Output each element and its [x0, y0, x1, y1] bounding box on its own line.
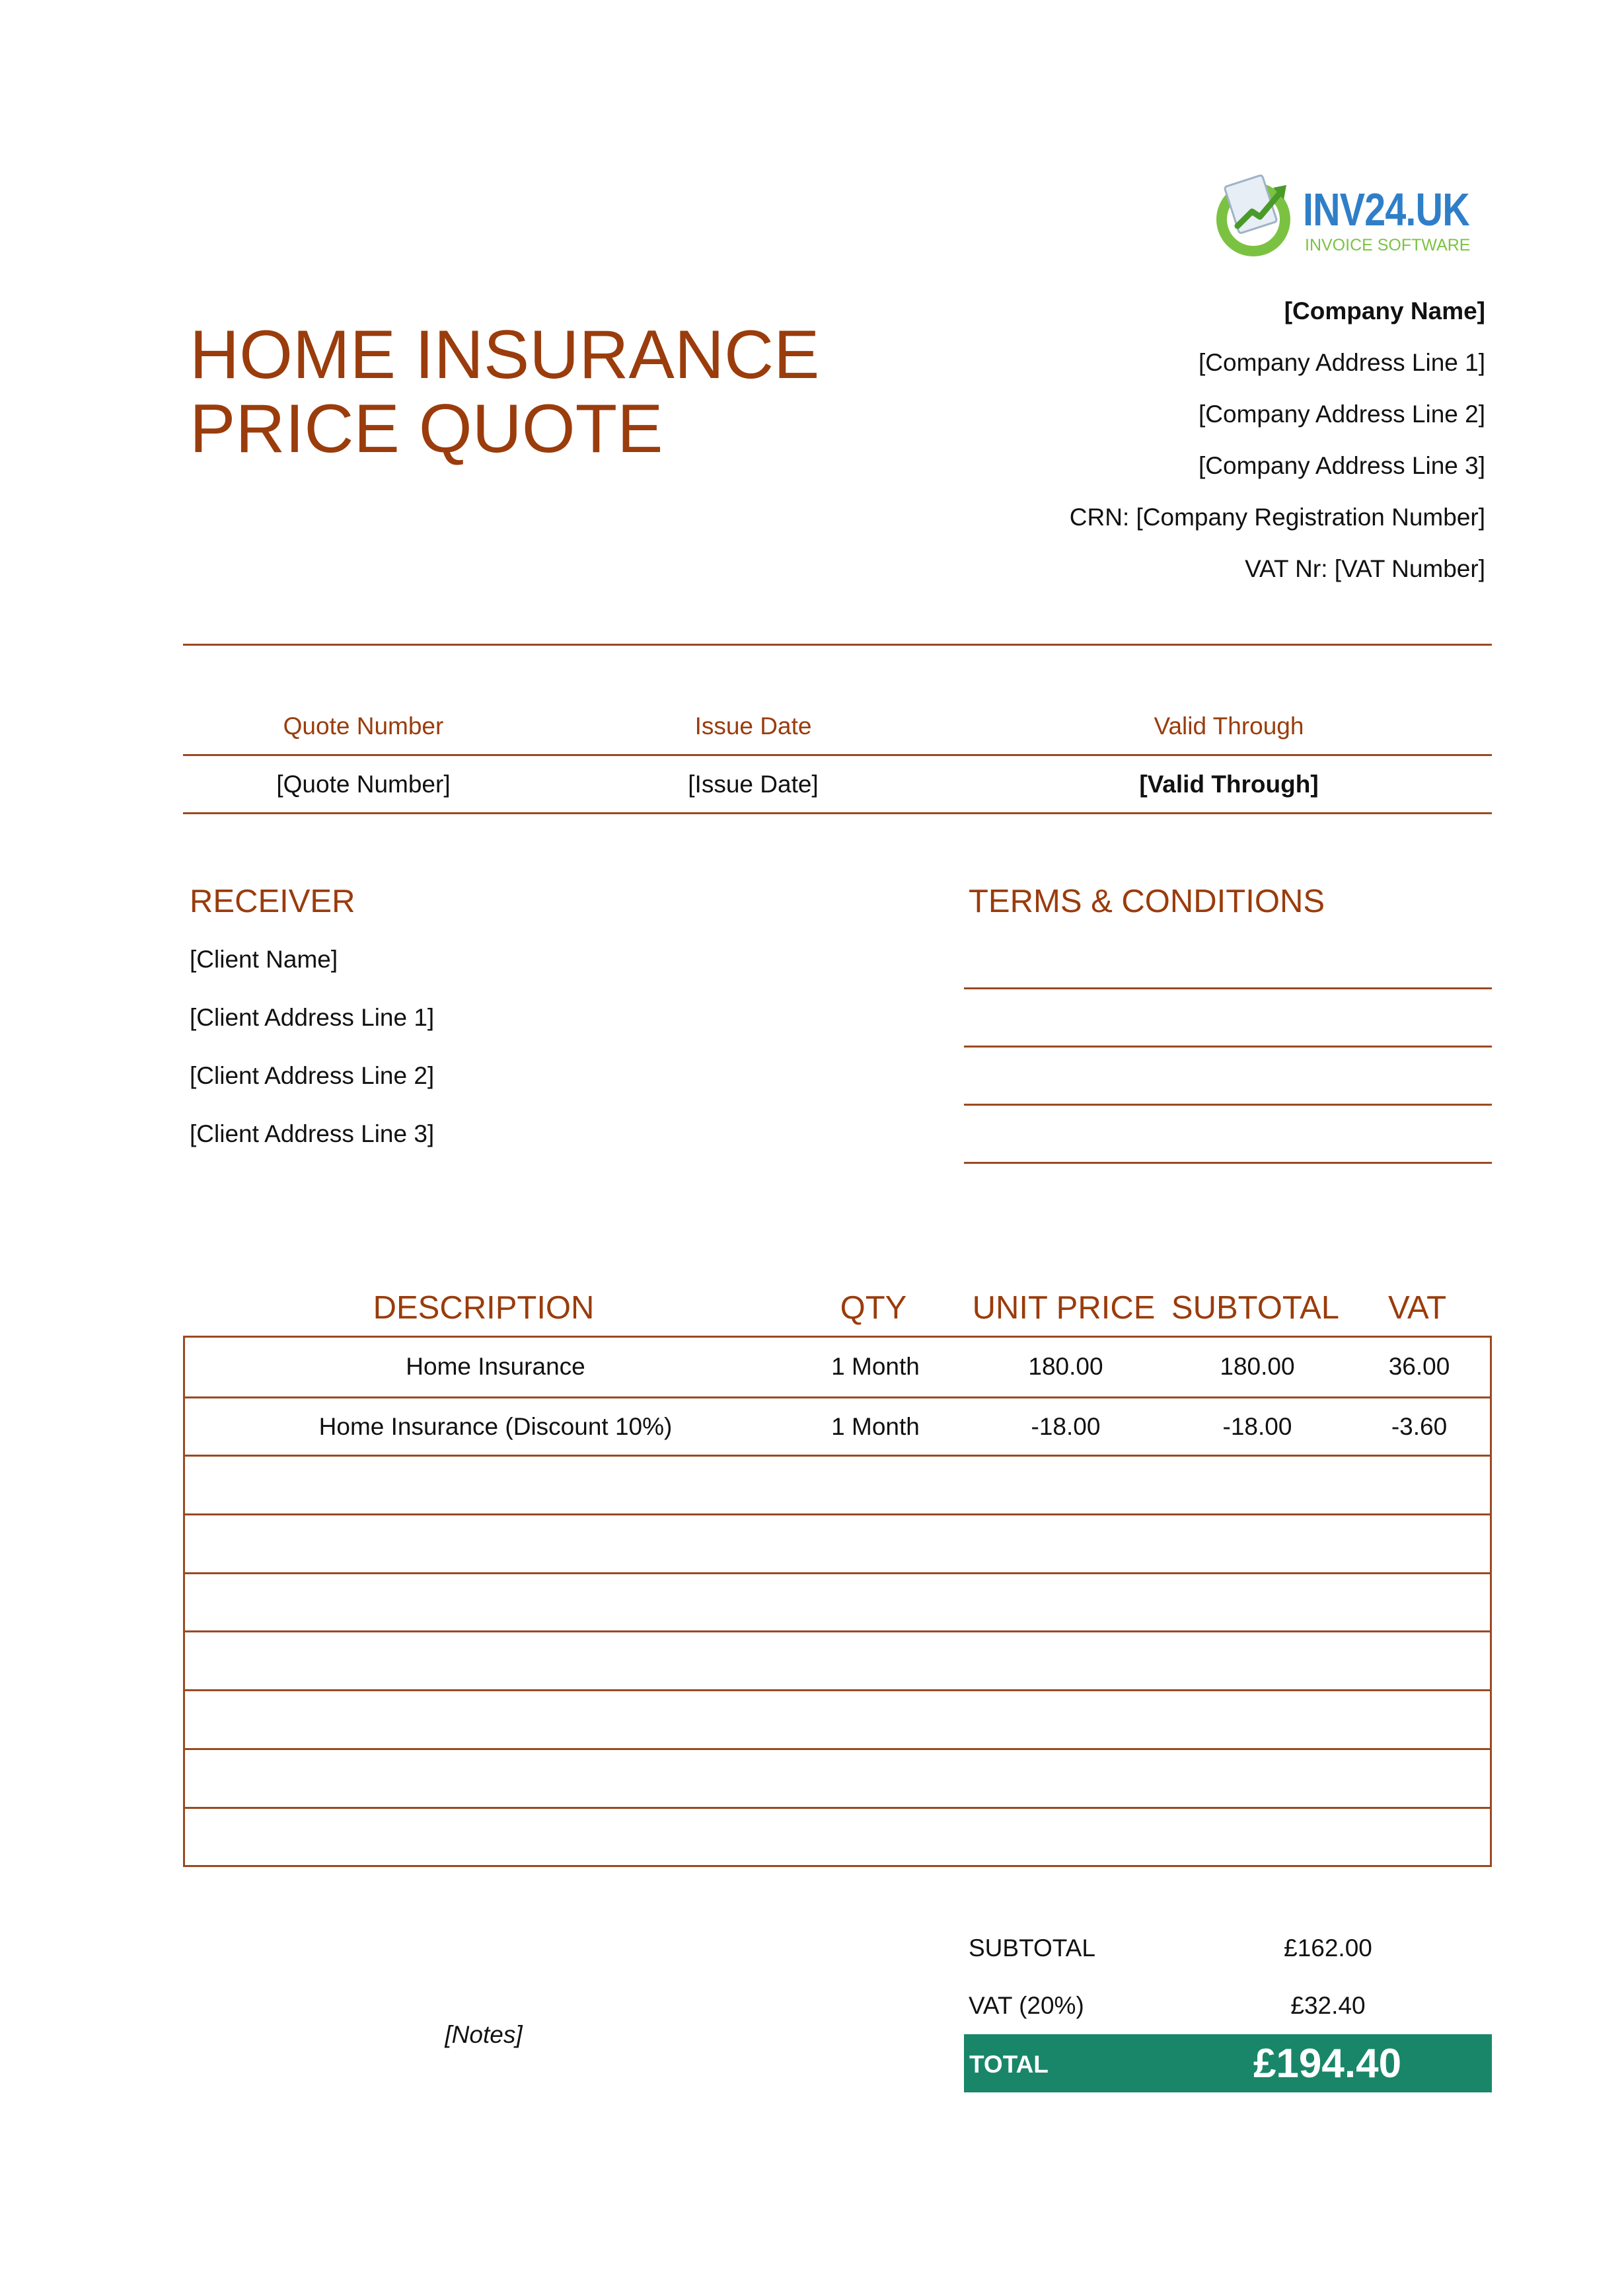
company-address-line3: [Company Address Line 3] [1199, 452, 1485, 479]
item-description-cell [192, 1457, 799, 1513]
company-address-line2: [Company Address Line 2] [1199, 401, 1485, 428]
item-description-cell: Home Insurance (Discount 10%) [318, 1412, 673, 1440]
company-name: [Company Name] [1284, 297, 1485, 324]
table-row [185, 1396, 1490, 1455]
item-description-cell [192, 1750, 799, 1807]
item-subtotal-cell [1158, 1457, 1356, 1513]
item-subtotal-cell [1158, 1574, 1356, 1631]
item-vat-cell [1356, 1750, 1482, 1807]
issue-date-value: [Issue Date] [688, 771, 819, 798]
item-qty-cell [809, 1809, 941, 1866]
item-vat-cell [1356, 1632, 1482, 1689]
item-subtotal-cell [1158, 1809, 1356, 1866]
subtotal-column-header: SUBTOTAL [1171, 1290, 1340, 1326]
item-unit-price-cell [967, 1515, 1165, 1572]
item-vat-cell [1356, 1691, 1482, 1748]
item-unit-price-cell [967, 1457, 1165, 1513]
item-vat-cell [1356, 1574, 1482, 1631]
notes: [Notes] [445, 2021, 523, 2048]
quote-number-header: Quote Number [283, 712, 444, 740]
company-logo [1212, 173, 1471, 266]
document-title-line1: HOME INSURANCE [190, 317, 820, 393]
vat-column-header: VAT [1387, 1290, 1447, 1326]
table-row [185, 1455, 1490, 1513]
client-address-line2: [Client Address Line 2] [190, 1062, 435, 1089]
item-qty-cell [809, 1574, 941, 1631]
logo-wordmark: INV24.UK [1303, 184, 1469, 235]
item-subtotal-cell [1158, 1691, 1356, 1748]
subtotal-label: SUBTOTAL [969, 1934, 1095, 1962]
item-qty-cell [809, 1691, 941, 1748]
total-label: TOTAL [969, 2051, 1049, 2078]
item-unit-price-cell [967, 1632, 1165, 1689]
table-row [185, 1572, 1490, 1631]
item-unit-price-cell: 180.00 [1028, 1353, 1103, 1381]
item-vat-cell [1356, 1457, 1482, 1513]
total-bar [964, 2034, 1492, 2092]
line-items-table [183, 1336, 1492, 1867]
qty-column-header: QTY [840, 1290, 907, 1326]
header-divider [183, 644, 1492, 646]
vat-value: £32.40 [1290, 1992, 1366, 2019]
terms-line-4 [964, 1162, 1492, 1164]
item-qty-cell [809, 1457, 941, 1513]
logo-tagline: INVOICE SOFTWARE [1305, 236, 1471, 254]
item-description-cell [192, 1691, 799, 1748]
issue-date-header: Issue Date [694, 712, 812, 740]
table-row [185, 1338, 1490, 1396]
item-description-cell [192, 1632, 799, 1689]
item-description-cell [192, 1515, 799, 1572]
table-row [185, 1689, 1490, 1748]
terms-heading: TERMS & CONDITIONS [969, 884, 1325, 919]
table-row [185, 1630, 1490, 1689]
company-address-line1: [Company Address Line 1] [1199, 349, 1485, 376]
terms-line-1 [964, 987, 1492, 989]
valid-through-header: Valid Through [1154, 712, 1304, 740]
client-name: [Client Name] [190, 946, 338, 973]
item-vat-cell [1356, 1515, 1482, 1572]
item-unit-price-cell [967, 1691, 1165, 1748]
valid-through-value: [Valid Through] [1139, 771, 1319, 798]
receiver-heading: RECEIVER [190, 884, 355, 919]
item-unit-price-cell [967, 1750, 1165, 1807]
item-unit-price-cell: -18.00 [1031, 1412, 1101, 1440]
quote-header-divider [183, 754, 1492, 756]
quote-footer-divider [183, 812, 1492, 814]
client-address-line1: [Client Address Line 1] [190, 1004, 435, 1031]
terms-line-2 [964, 1046, 1492, 1048]
item-unit-price-cell [967, 1574, 1165, 1631]
item-qty-cell [809, 1632, 941, 1689]
table-row [185, 1807, 1490, 1866]
logo-emblem-icon [1212, 173, 1298, 259]
item-description-cell [192, 1809, 799, 1866]
item-subtotal-cell: -18.00 [1222, 1412, 1292, 1440]
table-row [185, 1748, 1490, 1807]
item-description-cell: Home Insurance [406, 1353, 585, 1381]
item-subtotal-cell [1158, 1632, 1356, 1689]
unit-price-column-header: UNIT PRICE [972, 1290, 1156, 1326]
item-qty-cell: 1 Month [831, 1412, 920, 1440]
item-subtotal-cell: 180.00 [1220, 1353, 1295, 1381]
client-address-line3: [Client Address Line 3] [190, 1120, 435, 1147]
item-qty-cell [809, 1515, 941, 1572]
company-registration-number: CRN: [Company Registration Number] [1069, 504, 1485, 531]
item-qty-cell: 1 Month [831, 1353, 920, 1381]
item-qty-cell [809, 1750, 941, 1807]
item-subtotal-cell [1158, 1515, 1356, 1572]
item-vat-cell: -3.60 [1391, 1412, 1448, 1440]
vat-label: VAT (20%) [969, 1992, 1084, 2019]
quote-number-value: [Quote Number] [276, 771, 451, 798]
item-subtotal-cell [1158, 1750, 1356, 1807]
total-value: £194.40 [1253, 2041, 1402, 2086]
description-column-header: DESCRIPTION [373, 1290, 595, 1326]
terms-line-3 [964, 1104, 1492, 1106]
item-unit-price-cell [967, 1809, 1165, 1866]
item-vat-cell [1356, 1809, 1482, 1866]
item-vat-cell: 36.00 [1388, 1353, 1450, 1381]
subtotal-value: £162.00 [1284, 1934, 1372, 1962]
table-row [185, 1513, 1490, 1572]
item-description-cell [192, 1574, 799, 1631]
document-title-line2: PRICE QUOTE [190, 391, 663, 467]
company-vat-number: VAT Nr: [VAT Number] [1245, 555, 1485, 582]
